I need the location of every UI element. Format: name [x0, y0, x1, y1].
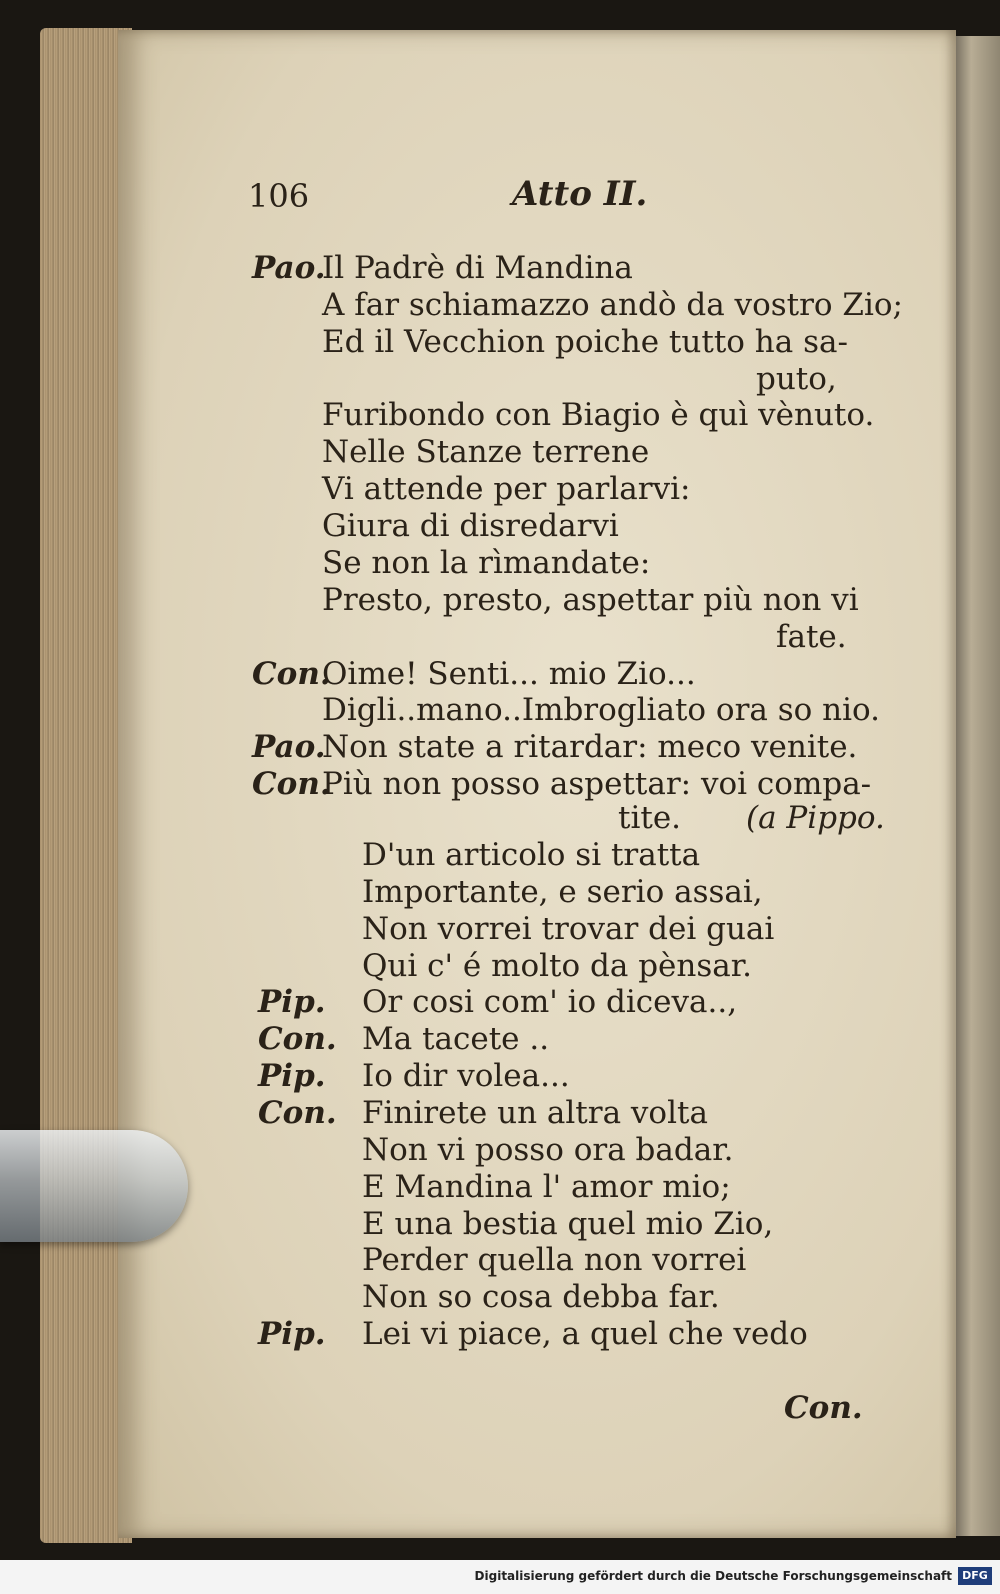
speaker-label: Pao.: [252, 250, 326, 286]
speaker-label: Con.: [258, 1021, 337, 1057]
verse-line: Lei vi piace, a quel che vedo: [362, 1316, 808, 1352]
dfg-logo: DFG: [958, 1567, 992, 1585]
facing-page-edge: [952, 36, 1000, 1536]
verse-line: E Mandina l' amor mio;: [362, 1169, 731, 1205]
verse-line: Non vi posso ora badar.: [362, 1132, 734, 1168]
catchword: Con.: [784, 1390, 863, 1426]
verse-line: Se non la rìmandate:: [322, 545, 651, 581]
verse-line: Giura di disredarvi: [322, 508, 619, 544]
verse-line: Non state a ritardar: meco venite.: [322, 729, 858, 765]
verse-line: Vi attende per parlarvi:: [322, 471, 691, 507]
verse-line: tite.: [618, 800, 682, 836]
running-head: Atto II.: [512, 174, 648, 214]
verse-line: Digli..mano..Imbrogliato ora so nio.: [322, 692, 881, 728]
footer-bar: [0, 1560, 1000, 1594]
speaker-label: Con.: [252, 766, 331, 802]
verse-line: Non vorrei trovar dei guai: [362, 911, 775, 947]
verse-line: Ed il Vecchion poiche tutto ha sa-: [322, 324, 848, 360]
verse-line: Oime! Senti... mio Zio...: [322, 656, 696, 692]
verse-line: D'un articolo si tratta: [362, 837, 701, 873]
verse-line: Più non posso aspettar: voi compa-: [322, 766, 872, 802]
verse-line: Presto, presto, aspettar più non vi: [322, 582, 859, 618]
stage-direction: (a Pippo.: [746, 800, 885, 836]
verse-line: Perder quella non vorrei: [362, 1242, 747, 1278]
verse-line: Importante, e serio assai,: [362, 874, 763, 910]
verse-line: Io dir volea...: [362, 1058, 570, 1094]
speaker-label: Pip.: [258, 1058, 326, 1094]
verse-line: Il Padrè di Mandina: [322, 250, 633, 286]
page-clip: [0, 1130, 188, 1242]
verse-line: fate.: [776, 619, 847, 655]
verse-line: Or cosi com' io diceva..,: [362, 984, 738, 1020]
footer-credit: Digitalisierung gefördert durch die Deutsche Forschungsgemeinschaft: [474, 1569, 952, 1583]
speaker-label: Pao.: [252, 729, 326, 765]
verse-line: Non so cosa debba far.: [362, 1279, 720, 1315]
verse-line: Qui c' é molto da pènsar.: [362, 948, 753, 984]
speaker-label: Pip.: [258, 984, 326, 1020]
verse-line: A far schiamazzo andò da vostro Zio;: [322, 287, 903, 323]
page-number: 106: [248, 177, 310, 215]
verse-line: Nelle Stanze terrene: [322, 434, 650, 470]
speaker-label: Pip.: [258, 1316, 326, 1352]
verse-line: E una bestia quel mio Zio,: [362, 1206, 774, 1242]
verse-line: Ma tacete ..: [362, 1021, 550, 1057]
verse-line: puto,: [756, 361, 837, 397]
speaker-label: Con.: [252, 656, 331, 692]
verse-line: Furibondo con Biagio è quì vènuto.: [322, 397, 875, 433]
speaker-label: Con.: [258, 1095, 337, 1131]
verse-line: Finirete un altra volta: [362, 1095, 708, 1131]
